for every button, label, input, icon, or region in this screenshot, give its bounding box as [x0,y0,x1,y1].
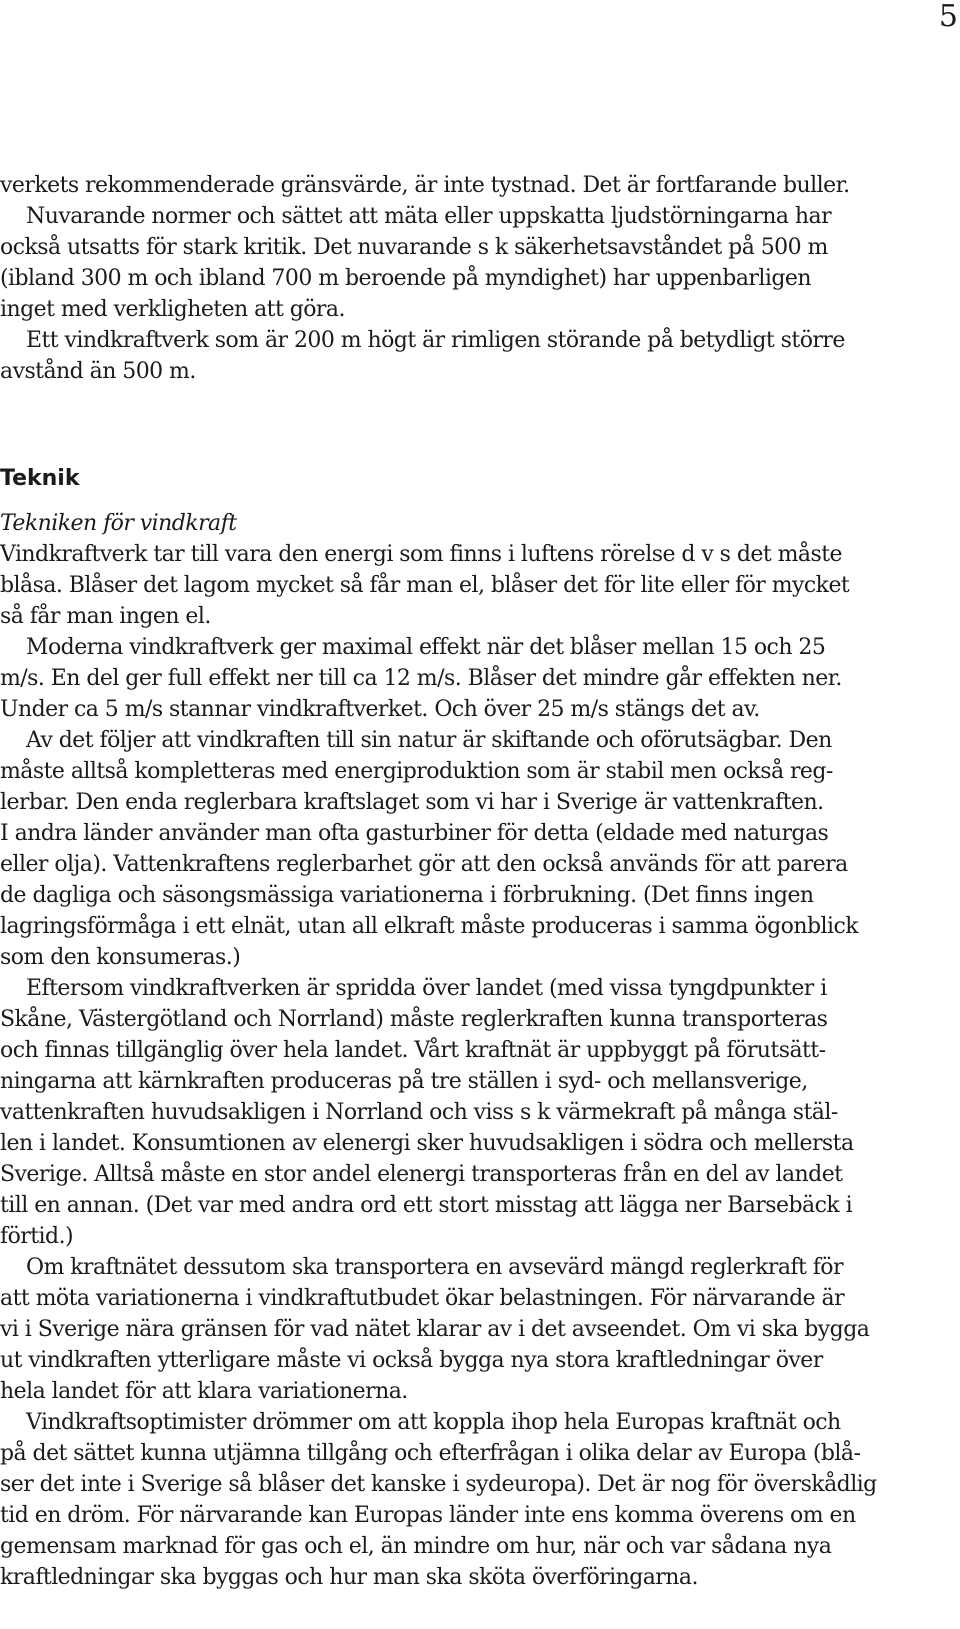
text-line: Moderna vindkraftverk ger maximal effekt när det blåser mellan 15 och 25 [26,635,826,660]
text-line: (ibland 300 m och ibland 700 m beroende på myndighet) har uppenbarligen [0,266,811,291]
text-line: Sverige. Alltså måste en stor andel elenergi transporteras från en del av landet [0,1162,843,1187]
text-line: blåsa. Blåser det lagom mycket så får man el, blåser det för lite eller för mycket [0,573,850,598]
text-line: hela landet för att klara variationerna. [0,1379,408,1404]
text-line: så får man ingen el. [0,604,211,629]
text-line: Om kraftnätet dessutom ska transportera en avsevärd mängd reglerkraft för [26,1255,843,1280]
text-line: förtid.) [0,1224,74,1249]
text-line: Ett vindkraftverk som är 200 m högt är rimligen störande på betydligt större [26,328,845,353]
text-line: Vindkraftverk tar till vara den energi som finns i luftens rörelse d v s det måste [0,542,842,567]
text-line: och finnas tillgänglig över hela landet. Vårt kraftnät är uppbyggt på förutsätt- [0,1038,826,1063]
text-line: Under ca 5 m/s stannar vindkraftverket. Och över 25 m/s stängs det av. [0,697,760,722]
body-text-teknik [0,539,930,1593]
text-line: vi i Sverige nära gränsen för vad nätet klarar av i det avseendet. Om vi ska bygga [0,1317,870,1342]
text-line: tid en dröm. För närvarande kan Europas länder inte ens komma överens om en [0,1503,856,1528]
text-line: att möta variationerna i vindkraftutbudet ökar belastningen. För närvarande är [0,1286,845,1311]
text-line: kraftledningar ska byggas och hur man ska sköta överföringarna. [0,1565,698,1590]
text-line: Vindkraftsoptimister drömmer om att koppla ihop hela Europas kraftnät och [26,1410,841,1435]
text-line: också utsatts för stark kritik. Det nuvarande s k säkerhetsavståndet på 500 m [0,235,828,260]
text-line: vattenkraften huvudsakligen i Norrland och viss s k värmekraft på många stäl- [0,1100,838,1125]
body-text-intro [0,170,930,387]
text-line: eller olja). Vattenkraftens reglerbarhet gör att den också används för att parera [0,852,848,877]
text-line: inget med verkligheten att göra. [0,297,345,322]
text-line: ningarna att kärnkraften produceras på tre ställen i syd- och mellansverige, [0,1069,808,1094]
text-line: till en annan. (Det var med andra ord ett stort misstag att lägga ner Barsebäck i [0,1193,853,1218]
text-line: Eftersom vindkraftverken är spridda över landet (med vissa tyngdpunkter i [26,976,827,1001]
text-line: avstånd än 500 m. [0,359,196,384]
subheading: Tekniken för vindkraft [0,511,237,536]
text-line: verkets rekommenderade gränsvärde, är inte tystnad. Det är fortfarande buller. [0,173,850,198]
text-line: Nuvarande normer och sättet att mäta eller uppskatta ljudstörningarna har [26,204,832,229]
text-line: måste alltså kompletteras med energiproduktion som är stabil men också reg- [0,759,833,784]
text-line: de dagliga och säsongsmässiga variationerna i förbrukning. (Det finns ingen [0,883,814,908]
text-line: Av det följer att vindkraften till sin natur är skiftande och oförutsägbar. Den [26,728,832,753]
text-line: gemensam marknad för gas och el, än mindre om hur, när och var sådana nya [0,1534,832,1559]
text-line: m/s. En del ger full effekt ner till ca 12 m/s. Blåser det mindre går effekten ner. [0,666,842,691]
text-line: ut vindkraften ytterligare måste vi också bygga nya stora kraftledningar över [0,1348,823,1373]
text-line: lerbar. Den enda reglerbara kraftslaget som vi har i Sverige är vattenkraften. [0,790,824,815]
text-line: på det sättet kunna utjämna tillgång och efterfrågan i olika delar av Europa (blå- [0,1441,861,1466]
text-line: ser det inte i Sverige så blåser det kanske i sydeuropa). Det är nog för överskådlig [0,1472,877,1497]
page-number: 5 [938,0,958,34]
section-heading: Teknik [0,466,80,491]
section-teknik [0,508,930,1593]
text-line: lagringsförmåga i ett elnät, utan all elkraft måste produceras i samma ögonblick [0,914,859,939]
text-line: som den konsumeras.) [0,945,241,970]
text-line: I andra länder använder man ofta gasturbiner för detta (eldade med naturgas [0,821,829,846]
text-line: Skåne, Västergötland och Norrland) måste reglerkraften kunna transporteras [0,1007,828,1032]
text-line: len i landet. Konsumtionen av elenergi sker huvudsakligen i södra och mellersta [0,1131,854,1156]
